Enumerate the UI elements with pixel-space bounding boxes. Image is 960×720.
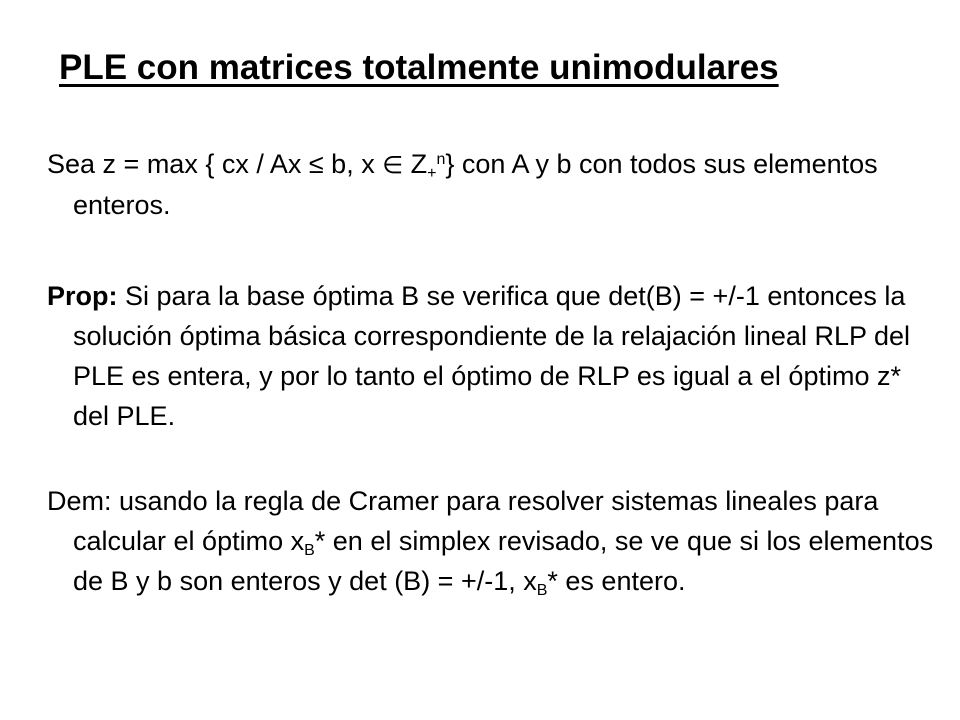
basis-subscript-2: B: [536, 582, 548, 599]
proof-paragraph: [47, 481, 943, 601]
basis-subscript-1: B: [304, 542, 315, 559]
proof-text-start: Dem: usando la regla de Cramer para resolver sistemas lineales para calcular el óptimo x: [47, 486, 879, 556]
integer-set-superscript: n: [436, 151, 446, 168]
proof-text-middle: * en el simplex revisado, se ve que si los elementos de B y b son enteros y det (B) = +/-1, x: [73, 526, 934, 596]
proof-text-end: * es entero.: [547, 566, 686, 596]
definition-text-start: Sea z = max { cx / Ax ≤ b, x: [47, 149, 383, 179]
proposition-text: Si para la base óptima B se verifica que det(B) = +/-1 entonces la solución óptima básica correspondiente de la relajación lineal RLP del PLE es entera, y por lo tanto el óptimo de RLP es igual a el óptimo z* del PLE.: [73, 281, 911, 431]
proposition-label: Prop:: [47, 281, 118, 311]
slide-title: PLE con matrices totalmente unimodulares: [59, 48, 779, 87]
definition-text-end: } con A y b con todos sus elementos enteros.: [73, 149, 878, 220]
integer-set-subscript: +: [427, 165, 437, 182]
element-of-symbol: ∈: [382, 151, 404, 179]
definition-paragraph: [47, 144, 943, 225]
integer-set-symbol: Z: [403, 149, 428, 179]
proposition-paragraph: [47, 276, 943, 436]
